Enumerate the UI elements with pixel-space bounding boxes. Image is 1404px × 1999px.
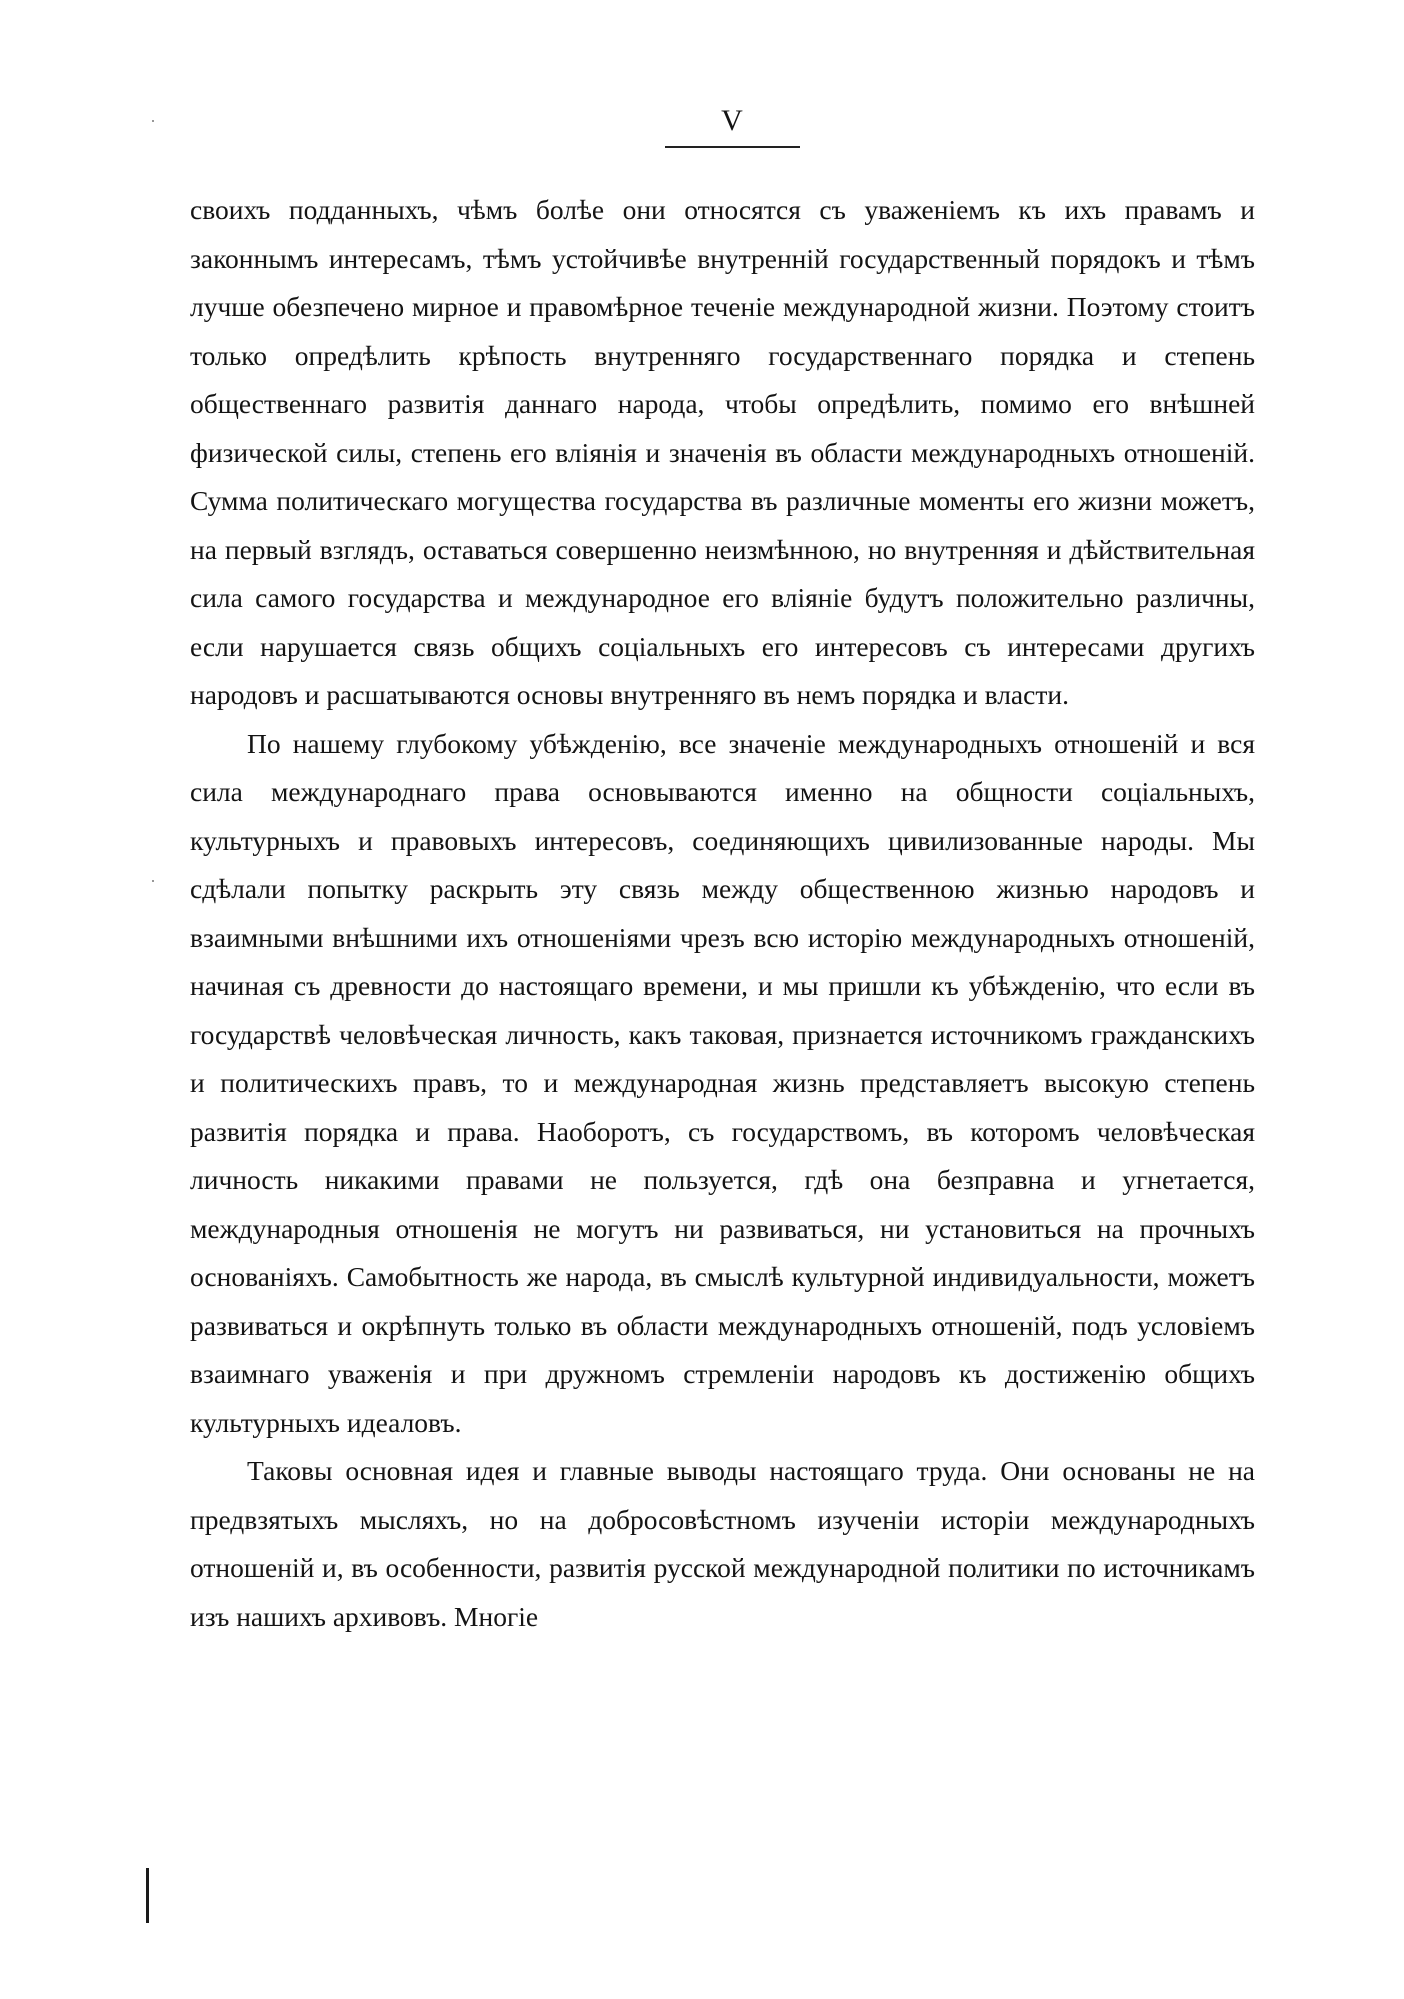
page-number-rule [665, 146, 800, 148]
paragraph-1: своихъ подданныхъ, чѣмъ болѣе они относятся съ уваженіемъ къ ихъ правамъ и законнымъ интересамъ, тѣмъ устойчивѣе внутренній государственный порядокъ и тѣмъ лучше обезпечено мирное и правомѣрное теченіе международной жизни. Поэтому стоитъ только опредѣлить крѣпость внутренняго государственнаго порядка и степень общественнаго развитія даннаго народа, чтобы опредѣлить, помимо его внѣшней физической силы, степень его вліянія и значенія въ области международныхъ отношеній. Сумма политическаго могущества государства въ различные моменты его жизни можетъ, на первый взглядъ, оставаться совершенно неизмѣнною, но внутренняя и дѣйствительная сила самого государства и международное его вліяніе будутъ положительно различны, если нарушается связь общихъ соціальныхъ его интересовъ съ интересами другихъ народовъ и расшатываются основы внутренняго въ немъ порядка и власти. [190, 194, 1255, 710]
paragraph-2: По нашему глубокому убѣжденію, все значеніе международныхъ отношеній и вся сила международнаго права основываются именно на общности соціальныхъ, культурныхъ и правовыхъ интересовъ, соединяющихъ цивилизованные народы. Мы сдѣлали попытку раскрыть эту связь между общественною жизнью народовъ и взаимными внѣшними ихъ отношеніями чрезъ всю исторію международныхъ отношеній, начиная съ древности до настоящаго времени, и мы пришли къ убѣжденію, что если въ государствѣ человѣческая личность, какъ таковая, признается источникомъ гражданскихъ и политическихъ правъ, то и международная жизнь представляетъ высокую степень развитія порядка и права. Наоборотъ, съ государствомъ, въ которомъ человѣческая личность никакими правами не пользуется, гдѣ она безправна и угнетается, международныя отношенія не могутъ ни развиваться, ни установиться на прочныхъ основаніяхъ. Самобытность же народа, въ смыслѣ культурной индивидуальности, можетъ развиваться и окрѣпнуть только въ области международныхъ отношеній, подъ условіемъ взаимнаго уваженія и при дружномъ стремленіи народовъ къ достиженію общихъ культурныхъ идеаловъ. [190, 727, 1255, 1438]
paragraph-3: Таковы основная идея и главные выводы настоящаго труда. Они основаны не на предвзятыхъ мысляхъ, но на добросовѣстномъ изученіи исторіи международныхъ отношеній и, въ особенности, развитія русской международной политики по источникамъ изъ нашихъ архивовъ. Многіе [190, 1455, 1255, 1632]
page-number: V [721, 104, 744, 137]
body-text [190, 186, 1255, 1641]
scan-speck [152, 120, 154, 122]
scan-speck [152, 880, 154, 882]
margin-ink-mark [146, 1868, 149, 1923]
